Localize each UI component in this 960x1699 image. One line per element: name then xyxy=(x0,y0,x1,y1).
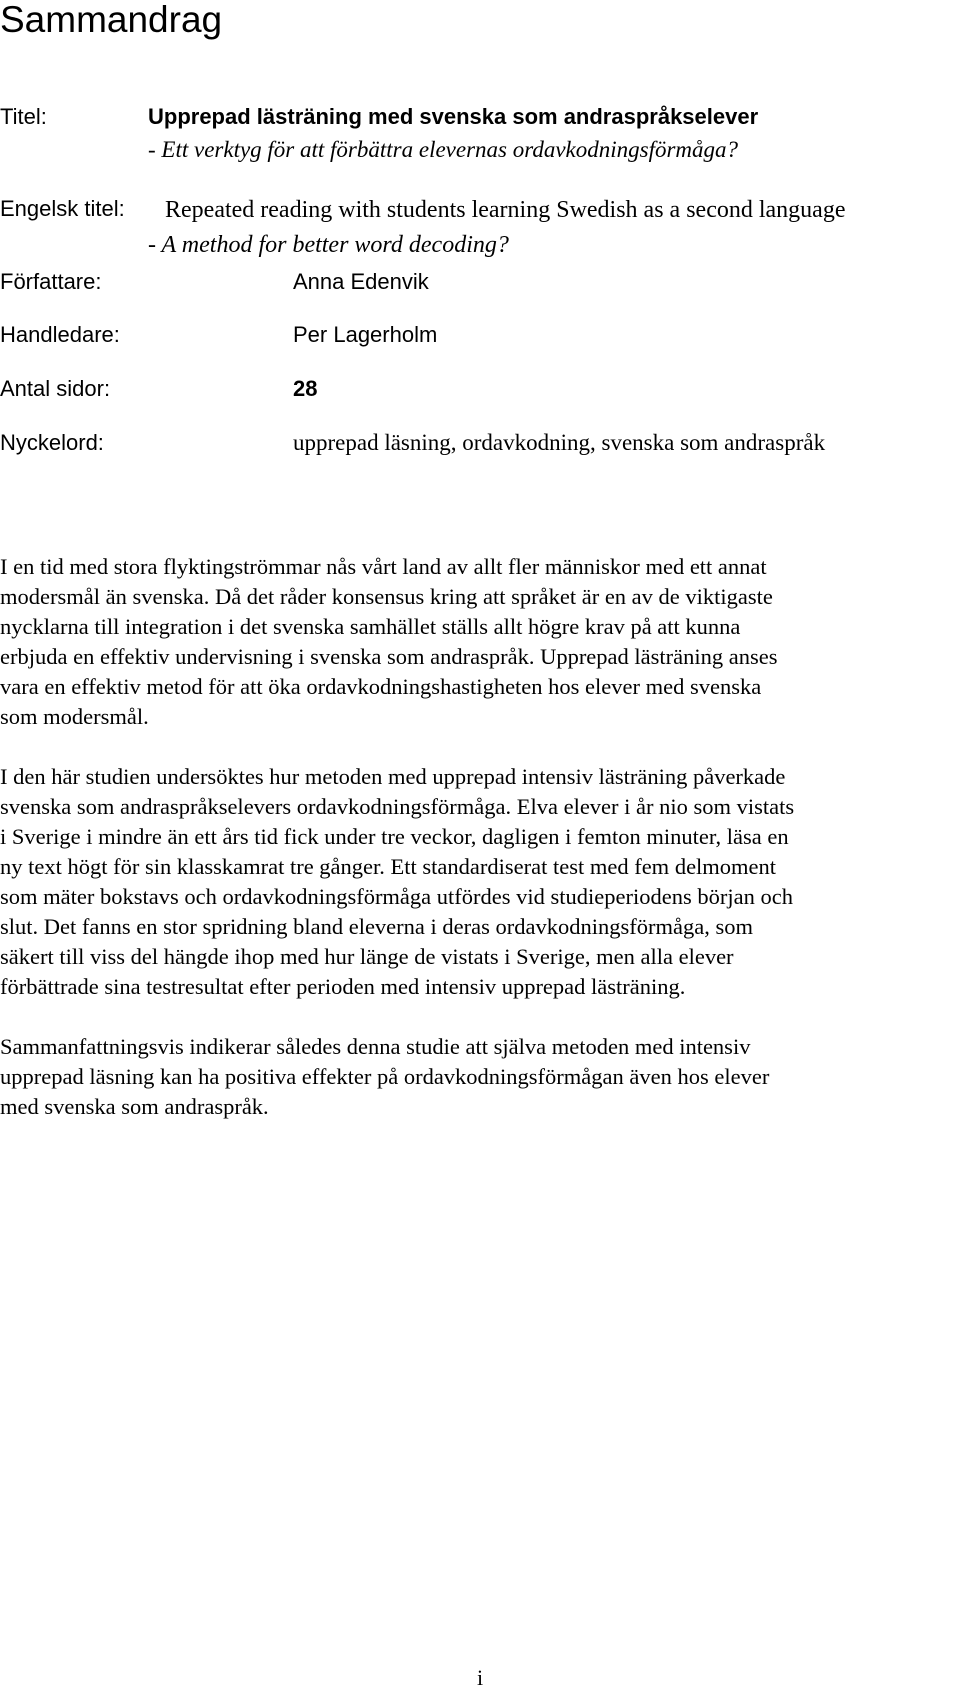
nyckelord-label: Nyckelord: xyxy=(0,430,104,455)
abstract xyxy=(0,552,950,1152)
page-title: Sammandrag xyxy=(0,0,223,40)
text-line: slut. Det fanns en stor spridning bland eleverna i deras ordavkodningsförmåga, som xyxy=(0,914,753,939)
titel-subtitle: - Ett verktyg för att förbättra elevernas ordavkodningsförmåga? xyxy=(148,137,739,162)
titel-value: Upprepad lästräning med svenska som andraspråkselever xyxy=(148,104,759,129)
text-line: Sammanfattningsvis indikerar således denna studie att själva metoden med intensiv xyxy=(0,1034,751,1059)
text-line: upprepad läsning kan ha positiva effekter på ordavkodningsförmågan även hos elever xyxy=(0,1064,770,1089)
text-line: som modersmål. xyxy=(0,704,149,729)
engelsk-titel-label: Engelsk titel: xyxy=(0,196,125,221)
text-line: förbättrade sina testresultat efter perioden med intensiv upprepad lästräning. xyxy=(0,974,686,999)
abstract-paragraph-2 xyxy=(0,762,950,1002)
antal-sidor-label: Antal sidor: xyxy=(0,376,111,401)
page-number: i xyxy=(476,1665,484,1690)
text-line: i Sverige i mindre än ett års tid fick under tre veckor, dagligen i femton minuter, läsa en xyxy=(0,824,789,849)
text-line: som mäter bokstavs och ordavkodningsförmåga utfördes vid studieperiodens början och xyxy=(0,884,793,909)
text-line: nycklarna till integration i det svenska samhället ställs allt högre krav på att kunna xyxy=(0,614,741,639)
engelsk-titel-value: Repeated reading with students learning Swedish as a second language xyxy=(165,197,846,223)
handledare-value: Per Lagerholm xyxy=(293,322,438,347)
nyckelord-value: upprepad läsning, ordavkodning, svenska som andraspråk xyxy=(293,430,826,455)
antal-sidor-value: 28 xyxy=(293,376,318,401)
text-line: svenska som andraspråkselevers ordavkodningsförmåga. Elva elever i år nio som vistats xyxy=(0,794,795,819)
handledare-label: Handledare: xyxy=(0,322,120,347)
forfattare-label: Författare: xyxy=(0,269,102,294)
engelsk-titel-subtitle: - A method for better word decoding? xyxy=(148,232,509,258)
text-line: säkert till viss del hängde ihop med hur länge de vistats i Sverige, men alla elever xyxy=(0,944,734,969)
text-line: erbjuda en effektiv undervisning i svenska som andraspråk. Upprepad lästräning anses xyxy=(0,644,778,669)
text-line: I den här studien undersöktes hur metoden med upprepad intensiv lästräning påverkade xyxy=(0,764,786,789)
abstract-paragraph-3 xyxy=(0,1032,950,1122)
forfattare-value: Anna Edenvik xyxy=(293,269,429,294)
text-line: vara en effektiv metod för att öka ordavkodningshastigheten hos elever med svenska xyxy=(0,674,762,699)
text-line: ny text högt för sin klasskamrat tre gånger. Ett standardiserat test med fem delmoment xyxy=(0,854,777,879)
text-line: I en tid med stora flyktingströmmar nås vårt land av allt fler människor med ett annat xyxy=(0,554,767,579)
abstract-paragraph-1 xyxy=(0,552,950,732)
text-line: modersmål än svenska. Då det råder konsensus kring att språket är en av de viktigaste xyxy=(0,584,773,609)
titel-label: Titel: xyxy=(0,104,47,129)
text-line: med svenska som andraspråk. xyxy=(0,1094,269,1119)
